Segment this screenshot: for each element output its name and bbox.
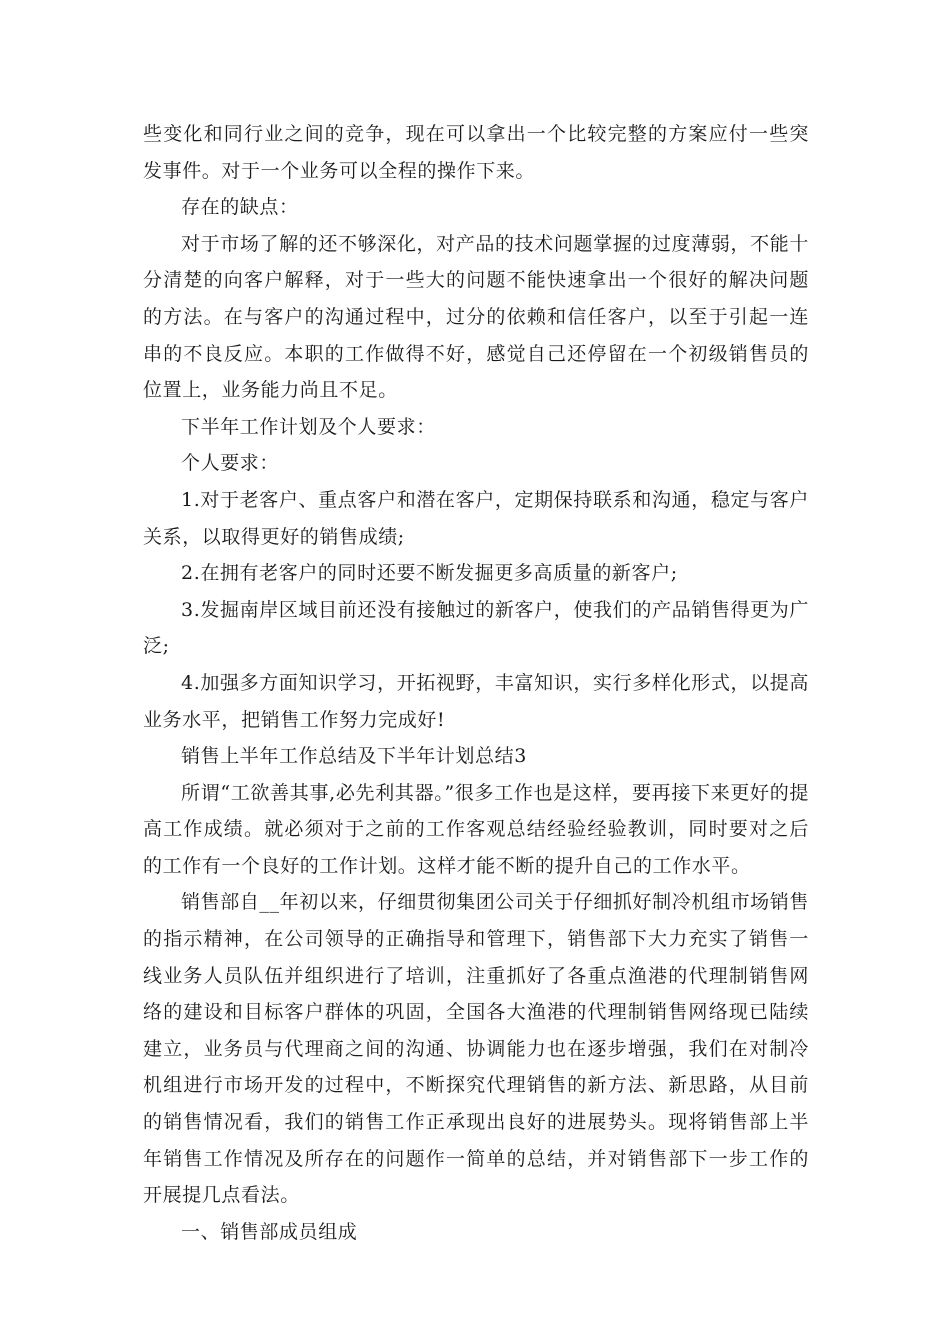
paragraph-continuation: 些变化和同行业之间的竞争，现在可以拿出一个比较完整的方案应付一些突发事件。对于一个业务可以全程的操作下来。	[143, 123, 809, 182]
paragraph-weakness-heading: 存在的缺点：	[181, 196, 299, 219]
paragraph-weakness-body: 对于市场了解的还不够深化，对产品的技术问题掌握的过度薄弱，不能十分清楚的向客户解释，对于一些大的问题不能快速拿出一个很好的解决问题的方法。在与客户的沟通过程中，过分的依赖和信任客户，以至于引起一连串的不良反应。本职的工作做得不好，感觉自己还停留在一个初级销售员的位置上，业务能力尚且不足。	[143, 232, 809, 402]
list-item-1: 1.对于老客户、重点客户和潜在客户，定期保持联系和沟通，稳定与客户关系，以取得更好的销售成绩;	[143, 488, 809, 548]
paragraph-plan-heading: 下半年工作计划及个人要求：	[181, 415, 436, 438]
list-item-3: 3.发掘南岸区域目前还没有接触过的新客户，使我们的产品销售得更为广泛;	[143, 598, 809, 658]
paragraph-summary: 销售部自__年初以来，仔细贯彻集团公司关于仔细抓好制冷机组市场销售的指示精神，在公司领导的正确指导和管理下，销售部下大力充实了销售一线业务人员队伍并组织进行了培训，注重抓好了各重点渔港的代理制销售网络的建设和目标客户群体的巩固，全国各大渔港的代理制销售网络现已陆续建立，业务员与代理商之间的沟通、协调能力也在逐步增强，我们在对制冷机组进行市场开发的过程中，不断探究代理销售的新方法、新思路，从目前的销售情况看，我们的销售工作正承现出良好的进展势头。现将销售部上半年销售工作情况及所存在的问题作一简单的总结，并对销售部下一步工作的开展提几点看法。	[143, 891, 809, 1207]
paragraph-personal-heading: 个人要求：	[181, 452, 280, 475]
subsection-heading: 一、销售部成员组成	[181, 1220, 358, 1243]
paragraph-intro: 所谓“工欲善其事,必先利其器。”很多工作也是这样，要再接下来更好的提高工作成绩。就必须对于之前的工作客观总结经验经验教训，同时要对之后的工作有一个良好的工作计划。这样才能不断的提升自己的工作水平。	[143, 781, 809, 877]
list-item-2: 2.在拥有老客户的同时还要不断发掘更多高质量的新客户;	[181, 562, 678, 585]
list-item-4: 4.加强多方面知识学习，开拓视野，丰富知识，实行多样化形式，以提高业务水平，把销售工作努力完成好!	[143, 671, 809, 731]
document-body	[143, 116, 809, 1250]
section-title: 销售上半年工作总结及下半年计划总结3	[181, 745, 527, 768]
